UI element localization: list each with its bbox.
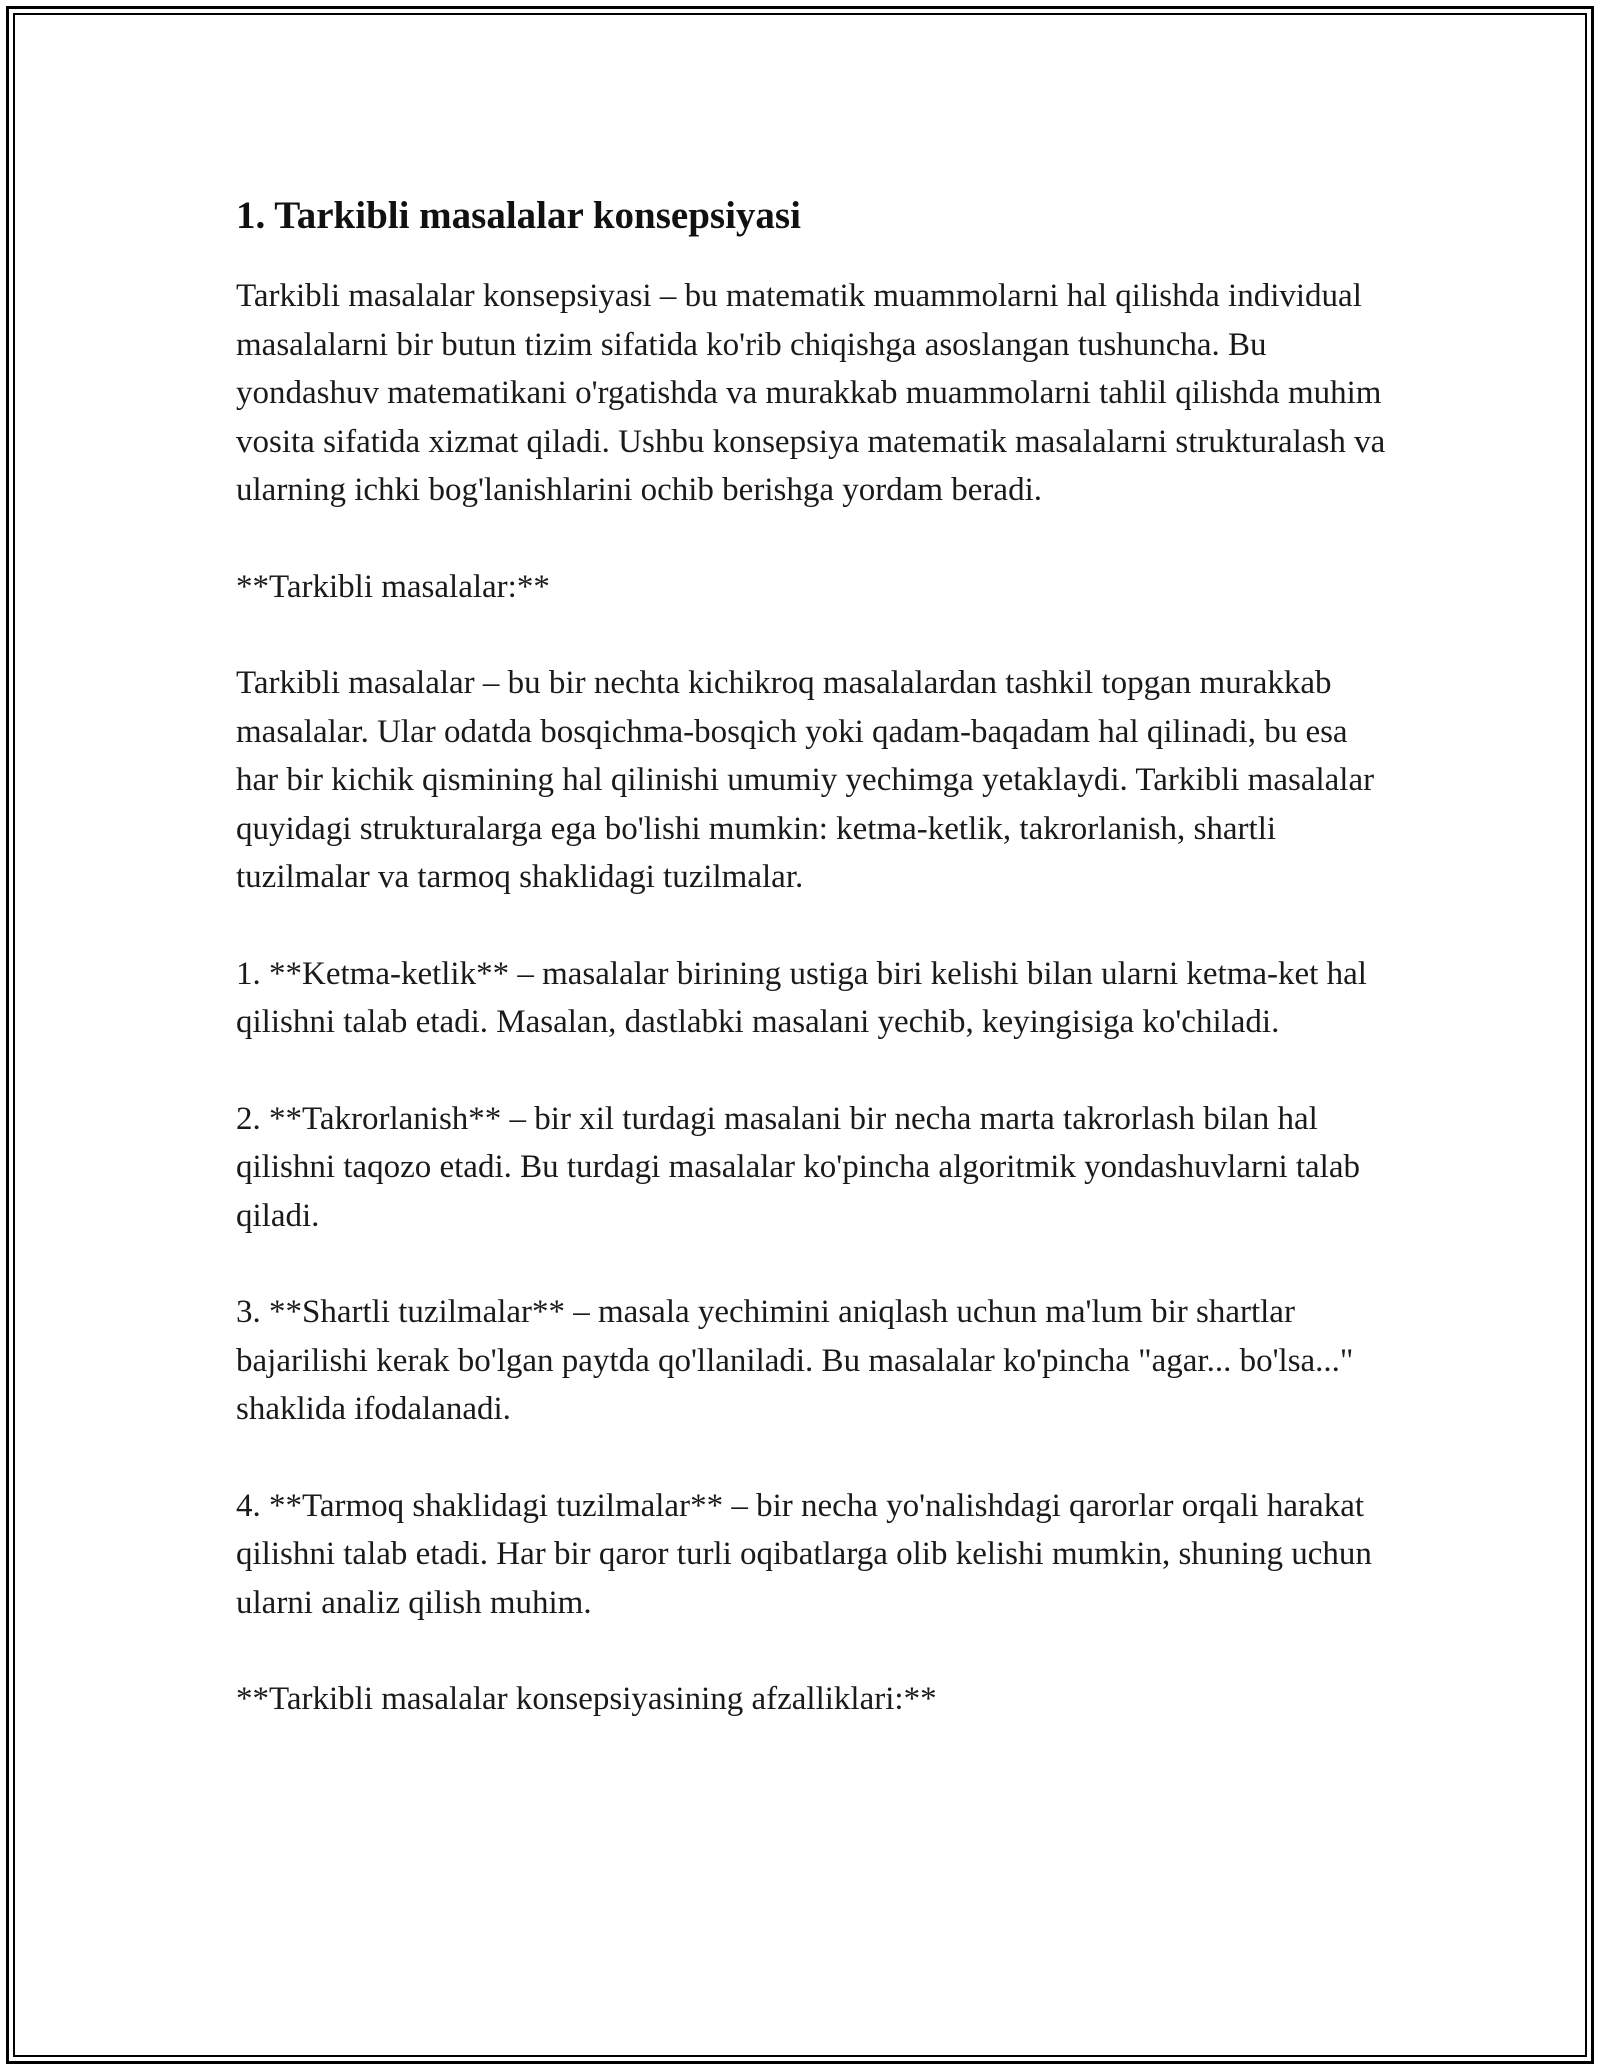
definition-paragraph: Tarkibli masalalar – bu bir nechta kichikroq masalalardan tashkil topgan murakkab masalalar. Ular odatda bosqichma-bosqich yoki qadam-baqadam hal qilinadi, bu esa har bir kichik qismining hal qilinishi umumiy yechimga yetaklaydi. Tarkibli masalalar quyidagi strukturalarga ega bo'lishi mumkin: ketma-ketlik, takrorlanish, shartli tuzilmalar va tarmoq shaklidagi tuzilmalar. — [236, 665, 1375, 895]
list-item-tarmoq-tuzilmalar: 4. **Tarmoq shaklidagi tuzilmalar** – bir necha yo'nalishdagi qarorlar orqali harakat qilishni talab etadi. Har bir qaror turli oqibatlarga olib kelishi mumkin, shuning uchun ularni analiz qilish muhim. — [236, 1487, 1372, 1621]
intro-paragraph: Tarkibli masalalar konsepsiyasi – bu matematik muammolarni hal qilishda individual masalalarni bir butun tizim sifatida ko'rib chiqishga asoslangan tushuncha. Bu yondashuv matematikani o'rgatishda va murakkab muammolarni tahlil qilishda muhim vosita sifatida xizmat qiladi. Ushbu konsepsiya matematik masalalarni strukturalash va ularning ichki bog'lanishlarini ochib berishga yordam beradi. — [236, 278, 1386, 508]
document-body — [236, 188, 1386, 1772]
section-heading: 1. Tarkibli masalalar konsepsiyasi — [236, 194, 801, 237]
list-item-ketma-ketlik: 1. **Ketma-ketlik** – masalalar birining ustiga biri kelishi bilan ularni ketma-ket hal qilishni talab etadi. Masalan, dastlabki masalani yechib, keyingisiga ko'chiladi. — [236, 955, 1367, 1040]
subheading-tarkibli-masalalar: **Tarkibli masalalar:** — [236, 568, 550, 605]
list-item-takrorlanish: 2. **Takrorlanish** – bir xil turdagi masalani bir necha marta takrorlash bilan hal qilishni taqozo etadi. Bu turdagi masalalar ko'pincha algoritmik yondashuvlarni talab qiladi. — [236, 1100, 1360, 1234]
subheading-afzalliklari: **Tarkibli masalalar konsepsiyasining afzalliklari:** — [236, 1681, 937, 1717]
list-item-shartli-tuzilmalar: 3. **Shartli tuzilmalar** – masala yechimini aniqlash uchun ma'lum bir shartlar bajarilishi kerak bo'lgan paytda qo'llaniladi. Bu masalalar ko'pincha "agar... bo'lsa..." shaklida ifodalanadi. — [236, 1294, 1354, 1427]
